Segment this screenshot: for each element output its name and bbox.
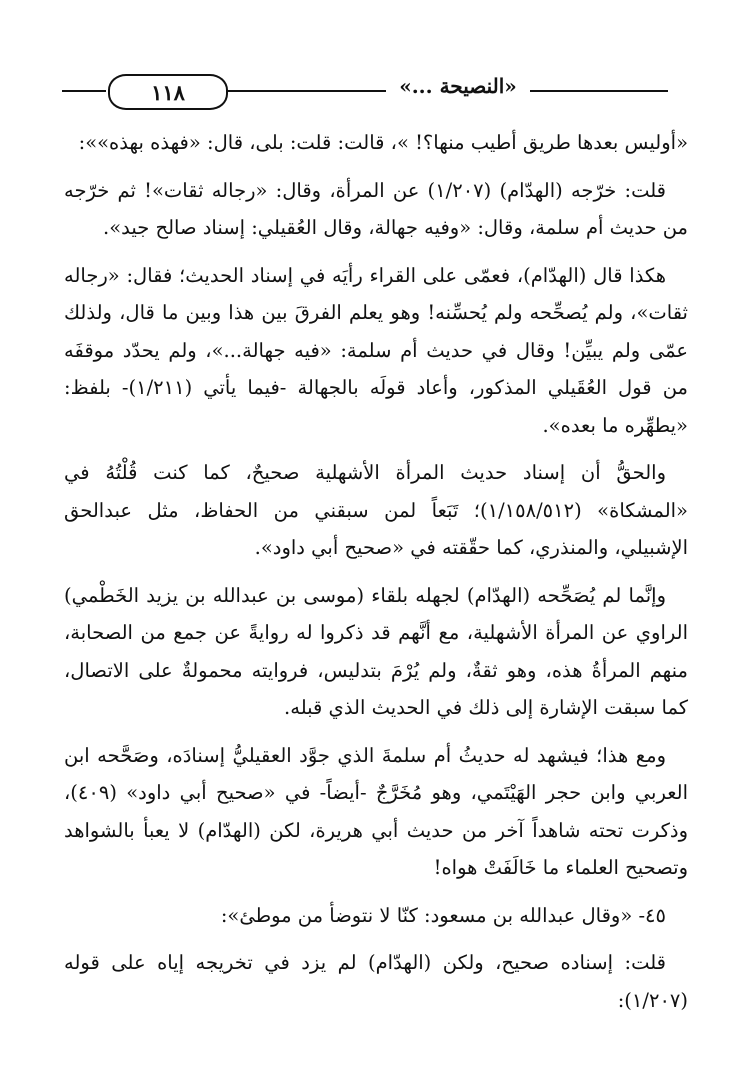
page-body [64, 124, 688, 1029]
running-title: «النصيحة ...» [399, 74, 517, 98]
paragraph-4: والحقُّ أن إسناد حديث المرأة الأشهلية صحيحٌ، كما كنت قُلْتُهُ في «المشكاة» (١/١٥٨/٥١٢)؛ تَبَعاً لمن سبقني من الحفاظ، مثل عبدالحق الإشبيلي، والمنذري، كما حقّقته في «صحيح أبي داود». [64, 461, 688, 559]
page-header [62, 70, 668, 110]
paragraph-3: هكذا قال (الهدّام)، فعمّى على القراء رأيَه في إسناد الحديث؛ فقال: «رجاله ثقات»، ولم يُصحِّحه ولم يُحسِّنه! وهو يعلم الفرقَ بين هذا وبين ما قال، ولذلك عمّى ولم يبيِّن! وقال في حديث أم سلمة: «فيه جهالة...»، ولم يحدّد موقفَه من قول العُقَيلي المذكور، وأعاد قولَه بالجهالة -فيما يأتي (١/٢١١)- بلفظ: «يطهِّره ما بعده». [64, 263, 688, 437]
page-number: ١١٨ [108, 74, 228, 110]
paragraph-1: «أوليس بعدها طريق أطيب منها؟! »، قالت: قلت: بلى، قال: «فهذه بهذه»»: [78, 131, 688, 154]
paragraph-2: قلت: خرّجه (الهدّام) (١/٢٠٧) عن المرأة، وقال: «رجاله ثقات»! ثم خرّجه من حديث أم سلمة، وقال: «وفيه جهالة، وقال العُقيلي: إسناد صالح جيد». [64, 178, 688, 239]
paragraph-7: ٤٥- «وقال عبدالله بن مسعود: كنّا لا نتوضأ من موطئ»: [220, 903, 666, 927]
paragraph-5: وإنَّما لم يُصَحِّحه (الهدّام) لجهله بلقاء (موسى بن عبدالله بن يزيد الخَطْمي) الراوي عن المرأة الأشهلية، مع أنَّهم قد ذكروا له روايةً عن جمع من الصحابة، منهم المرأةُ هذه، وهو ثقةٌ، ولم يُرْمَ بتدليس، فروايته محمولةٌ على الاتصال، كما سبقت الإشارة إلى ذلك في الحديث الذي قبله. [64, 583, 688, 719]
header-rule-middle [228, 90, 386, 92]
header-rule-left [62, 90, 106, 92]
paragraph-6: ومع هذا؛ فيشهد له حديثُ أم سلمةَ الذي جوَّد العقيليُّ إسنادَه، وصَحَّحه ابن العربي وابن حجر الهَيْتَمي، وهو مُخَرَّجٌ -أيضاً- في «صحيح أبي داود» (٤٠٩)، وذكرت تحته شاهداً آخر من حديث أبي هريرة، لكن (الهدّام) لا يعبأ بالشواهد وتصحيح العلماء ما خَالَفَتْ هواه! [64, 743, 688, 879]
header-rule-right [530, 90, 668, 92]
paragraph-8: قلت: إسناده صحيح، ولكن (الهدّام) لم يزد في تخريجه إياه على قوله (١/٢٠٧): [64, 951, 688, 1012]
